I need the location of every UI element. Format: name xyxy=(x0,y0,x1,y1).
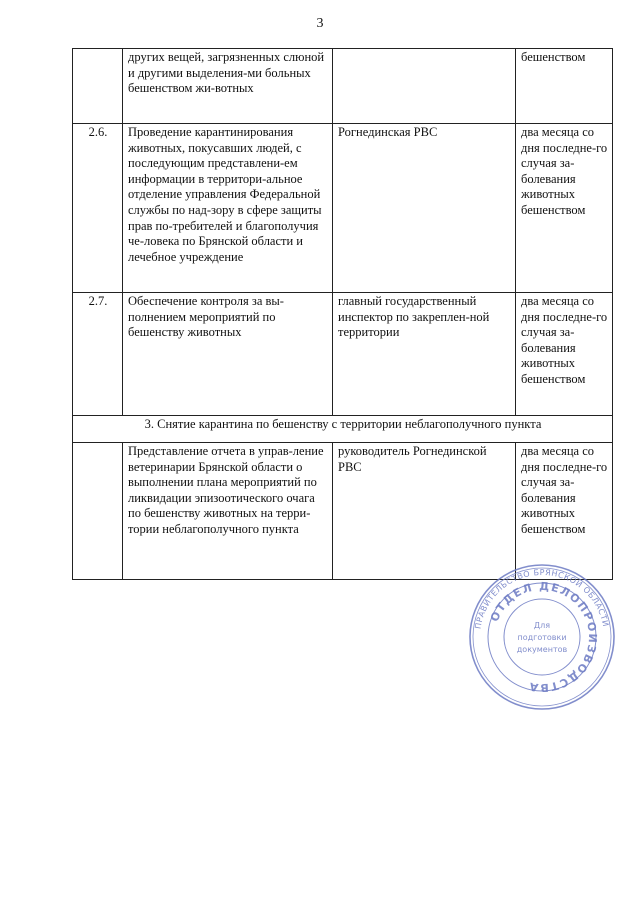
deadline-cell: два месяца со дня последне-го случая за-болевания животных бешенством xyxy=(516,293,613,416)
responsible-cell xyxy=(333,49,516,124)
responsible-cell: Рогнединская РВС xyxy=(333,124,516,293)
row-number xyxy=(73,49,123,124)
stamp-inner-line-1: Для xyxy=(533,621,551,630)
row-number xyxy=(73,443,123,580)
table-row xyxy=(73,49,613,124)
deadline-cell: два месяца со дня последне-го случая за-болевания животных бешенством xyxy=(516,124,613,293)
office-stamp xyxy=(468,563,616,711)
section-row xyxy=(73,416,613,443)
measures-table xyxy=(72,48,613,580)
stamp-inner-line-3: документов xyxy=(516,645,568,654)
deadline-cell: два месяца со дня последне-го случая за-болевания животных бешенством xyxy=(516,443,613,580)
stamp-outer-text: ПРАВИТЕЛЬСТВО БРЯНСКОЙ ОБЛАСТИ xyxy=(473,567,611,630)
measure-cell: Представление отчета в управ-ление ветеринарии Брянской области о выполнении плана мероприятий по ликвидации эпизоотического очага по бешенству животных на терри-тории неблагополучного пункта xyxy=(123,443,333,580)
section-title: 3. Снятие карантина по бешенству с территории неблагополучного пункта xyxy=(73,416,613,443)
responsible-cell: руководитель Рогнединской РВС xyxy=(333,443,516,580)
measure-cell: Проведение карантинирования животных, покусавших людей, с последующим представлени-ем информации в территори-альное отделение управления Федеральной службы по над-зору в сфере защиты прав по-требителей и благополучия че-ловека по Брянской области и лечебное учреждение xyxy=(123,124,333,293)
table-row xyxy=(73,124,613,293)
deadline-cell: бешенством xyxy=(516,49,613,124)
row-number: 2.6. xyxy=(73,124,123,293)
measure-cell: других вещей, загрязненных слюной и другими выделения-ми больных бешенством жи-вотных xyxy=(123,49,333,124)
stamp-inner-line-2: подготовки xyxy=(517,633,567,642)
table-row xyxy=(73,443,613,580)
responsible-cell: главный государственный инспектор по закреплен-ной территории xyxy=(333,293,516,416)
stamp-middle-text: ОТДЕЛ ДЕЛОПРОИЗВОДСТВА xyxy=(487,579,600,695)
table-row xyxy=(73,293,613,416)
row-number: 2.7. xyxy=(73,293,123,416)
page-number: 3 xyxy=(316,16,324,31)
measure-cell: Обеспечение контроля за вы-полнением мероприятий по бешенству животных xyxy=(123,293,333,416)
